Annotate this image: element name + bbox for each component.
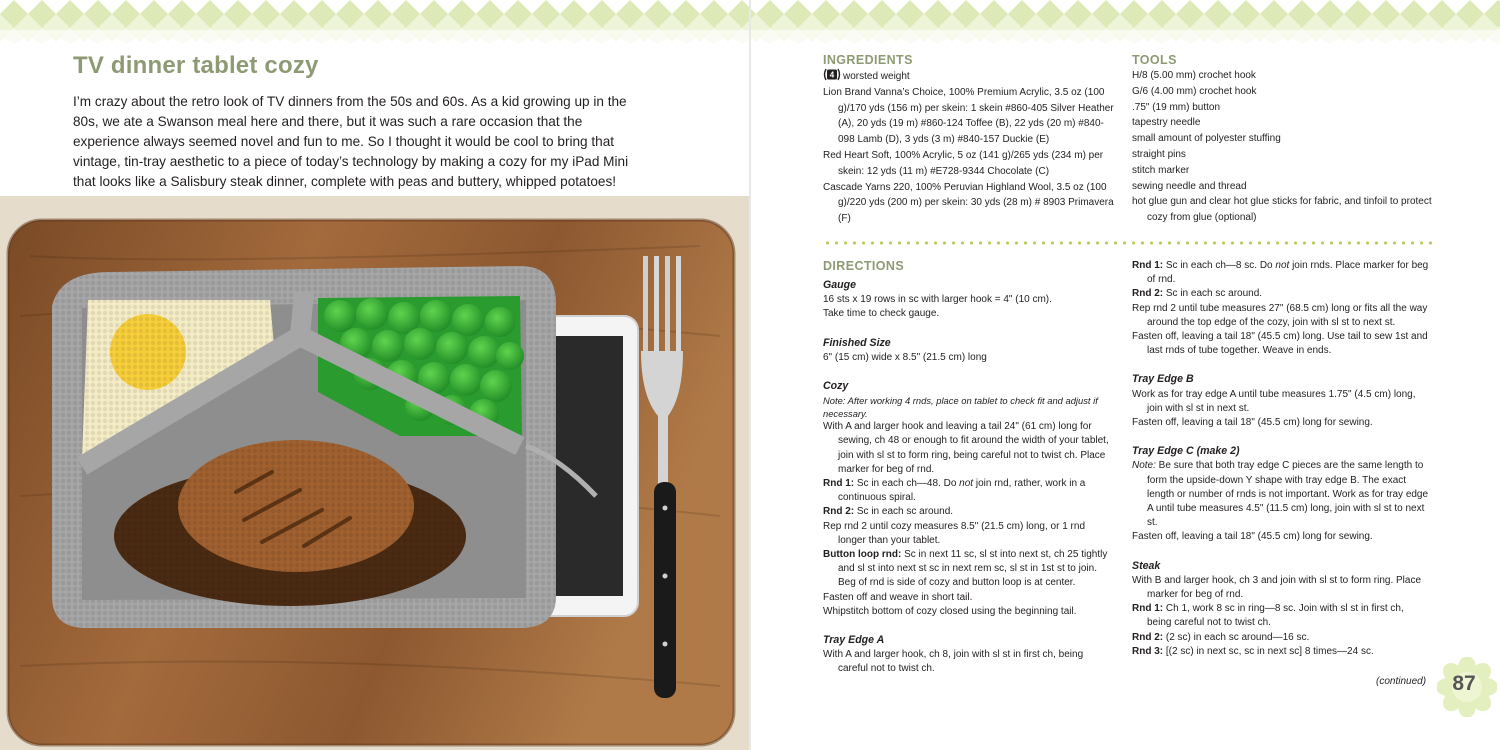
dotted-divider [823,240,1433,246]
tray-edge-b-fasten: Fasten off, leaving a tail 18" (45.5 cm) long for sewing. [1132,417,1373,429]
steak-step: With B and larger hook, ch 3 and join with sl st to form ring. Place marker for beg of rnd. [1132,574,1422,601]
gauge-line: 16 sts x 19 rows in sc with larger hook = 4" (10 cm). [823,294,1052,306]
page-number: 87 [1452,672,1476,695]
directions-column-left [823,258,1115,677]
directions-heading: DIRECTIONS [823,259,905,273]
cozy-rnd-2: Rnd 2: Sc in each sc around. [823,506,954,518]
steak-title: Steak [1132,559,1161,572]
cozy-note: Note: After working 4 rnds, place on tablet to check fit and adjust if necessary. [823,395,1098,420]
yarn-weight-line [823,68,1115,85]
tool-item: sewing needle and thread [1132,180,1247,192]
cozy-repeat: Rep rnd 2 until cozy measures 8.5" (21.5 cm) long, or 1 rnd longer than your tablet. [823,520,1086,546]
page-spine [749,0,751,750]
continued-label: (continued) [1376,676,1427,687]
steak-rnd-3: Rnd 3: [(2 sc) in next sc, sc in next sc] 8 times—24 sc. [1132,645,1374,657]
cozy-whipstitch: Whipstitch bottom of cozy closed using the beginning tail. [823,605,1077,617]
tray-a-repeat: Rep rnd 2 until tube measures 27" (68.5 cm) long or fits all the way around the top edge of the cozy, join with sl st to next st. [1132,302,1428,328]
tray-a-fasten: Fasten off, leaving a tail 18" (45.5 cm) long. Use tail to sew 1st and last rnds of tube together. Weave in ends. [1132,331,1428,357]
yarn-weight-label: worsted weight [843,71,910,82]
intro-paragraph: I’m crazy about the retro look of TV dinners from the 50s and 60s. As a kid growing up in the 80s, we ate a Swanson meal here and there, but it was such a rare occasion that the experience always seemed novel and fun to me. So I thought it would be cool to bring that vintage, tin-tray aesthetic to a piece of today’s technology by making a cozy for my iPad Mini that looks like a Salisbury steak dinner, complete with peas and buttery, whipped potatoes! [73,94,629,189]
tray-edge-a-text: With A and larger hook, ch 8, join with sl st in first ch, being careful not to twist ch. [823,649,1084,675]
ingredient-item: Cascade Yarns 220, 100% Peruvian Highland Wool, 3.5 oz (100 g)/220 yds (200 m) per skein: 30 yds (28 m) # 8903 Primavera (F) [823,181,1114,225]
ingredients-heading: INGREDIENTS [823,53,913,67]
tray-edge-c-note: Note: Be sure that both tray edge C pieces are the same length to form the upside-down Y shape with tray edge B. The exact length or number of rnds is not important. Work as for tray edge A until tube measures 4.5" (11.5 cm) long, join with sl st to next st. [1132,460,1429,529]
tray-edge-b-title: Tray Edge B [1132,373,1194,386]
steak-rnd-1: Rnd 1: Ch 1, work 8 sc in ring—8 sc. Join with sl st in first ch, being careful not to twist ch. [1132,603,1404,629]
ingredient-item: Red Heart Soft, 100% Acrylic, 5 oz (141 g)/265 yds (234 m) per skein: 12 yds (11 m) #E728-9344 Chocolate (C) [823,149,1104,177]
cozy-button-loop: Button loop rnd: Sc in next 11 sc, sl st into next st, ch 25 tightly and sl st into next st sc in next rem sc, sl st in 1st st to join. Beg of rnd is side of cozy and button loop is at center. [823,549,1108,589]
yarn-weight-icon [823,68,841,81]
ingredients-column [823,52,1115,227]
tool-item: H/8 (5.00 mm) crochet hook [1132,70,1256,81]
tool-item: tapestry needle [1132,117,1201,129]
tool-item: straight pins [1132,148,1186,160]
directions-column-right [1132,259,1430,659]
cozy-rnd-1: Rnd 1: Sc in each ch—48. Do not join rnd, rather, work in a continuous spiral. [823,478,1086,504]
tray-edge-a-title: Tray Edge A [823,634,885,647]
cozy-step: With A and larger hook and leaving a tail 24" (61 cm) long for sewing, ch 48 or enough to fit around the width of your tablet, join with sl st to form ring, being careful not to twist ch. Place marker for beg of rnd. [823,421,1109,475]
tray-edge-c-fasten: Fasten off, leaving a tail 18" (45.5 cm) long for sewing. [1132,531,1373,543]
svg-text:4: 4 [829,70,835,80]
cozy-title: Cozy [823,380,849,393]
tray-a-rnd-2: Rnd 2: Sc in each sc around. [1132,288,1263,300]
tools-column [1132,52,1432,226]
tray-edge-c-title: Tray Edge C (make 2) [1132,445,1240,458]
tool-item: small amount of polyester stuffing [1132,133,1281,145]
gauge-title: Gauge [823,279,856,291]
tray-a-rnd-1: Rnd 1: Sc in each ch—8 sc. Do not join rnds. Place marker for beg of rnd. [1132,260,1429,286]
tool-item: hot glue gun and clear hot glue sticks for fabric, and tinfoil to protect cozy from glue (optional) [1132,196,1432,224]
page-title: TV dinner tablet cozy [73,52,319,79]
tray-edge-b-text: Work as for tray edge A until tube measures 1.75" (4.5 cm) long, join with sl st in next st. [1132,388,1416,414]
steak-rnd-2: Rnd 2: (2 sc) in each sc around—16 sc. [1132,631,1310,643]
finished-size-text: 6" (15 cm) wide x 8.5" (21.5 cm) long [823,351,987,363]
tv-dinner-cozy-photo [0,196,749,750]
ingredient-item: Lion Brand Vanna’s Choice, 100% Premium Acrylic, 3.5 oz (100 g)/170 yds (156 m) per skein: 1 skein #860-405 Silver Heather (A), 20 yds (19 m) #860-124 Toffee (B), 22 yds (20 m) #840-098 Lamb (D), 3 yds (3 m) #840-157 Duckie (E) [823,86,1114,146]
finished-size-title: Finished Size [823,336,891,349]
gauge-line: Take time to check gauge. [823,308,940,320]
cozy-fasten: Fasten off and weave in short tail. [823,591,973,603]
tools-heading: TOOLS [1132,53,1177,67]
tool-item: .75" (19 mm) button [1132,101,1221,113]
tool-item: stitch marker [1132,164,1190,176]
tool-item: G/6 (4.00 mm) crochet hook [1132,85,1257,97]
